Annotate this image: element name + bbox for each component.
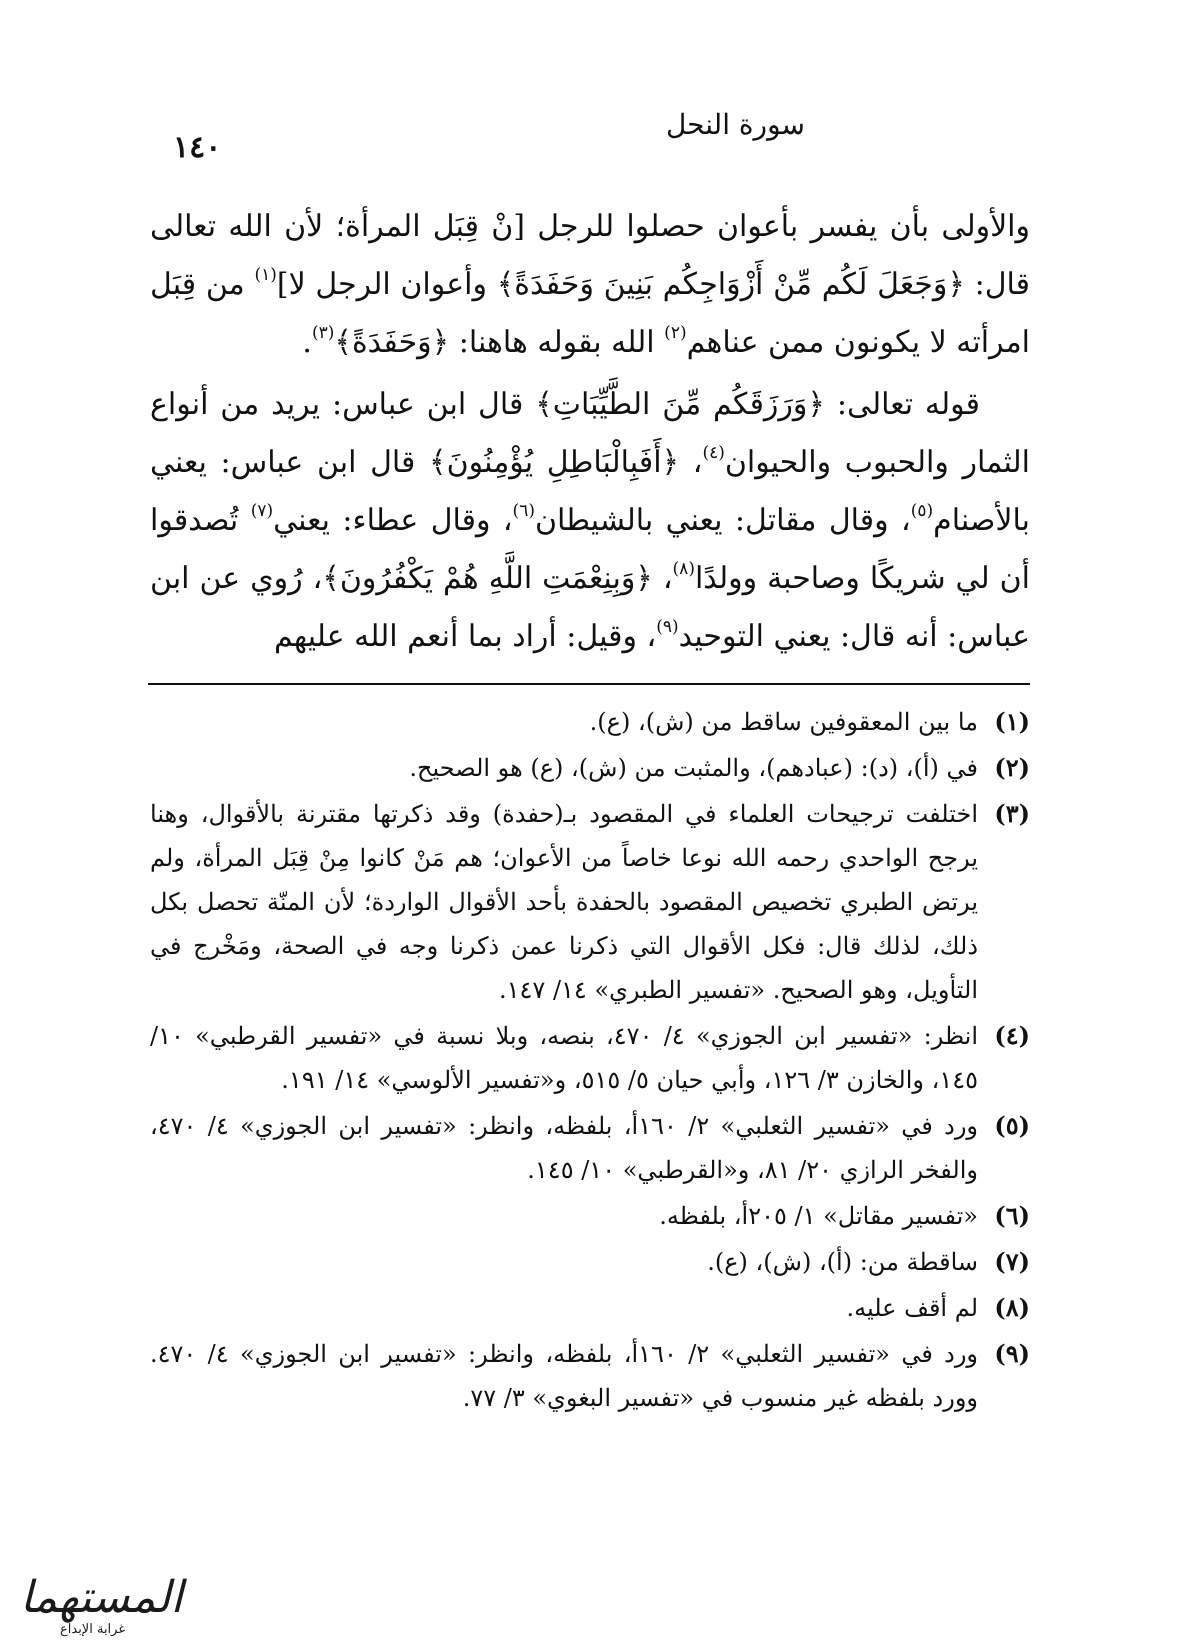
footnote-number: (٧) <box>994 1247 1030 1276</box>
footnote-number: (٩) <box>994 1339 1030 1368</box>
quran-verse: ﴿أَفَبِالْبَاطِلِ يُؤْمِنُونَ﴾ <box>429 445 680 480</box>
footnote-item <box>150 1286 1030 1330</box>
footnote-item <box>150 1240 1030 1284</box>
logo-text: المستهما <box>20 1572 183 1623</box>
footnote-item <box>150 1194 1030 1238</box>
text-segment: ، <box>679 445 703 480</box>
footnote-text: ورد في «تفسير الثعلبي» ٢/ ١٦٠أ، بلفظه، وانظر: «تفسير ابن الجوزي» ٤/ ٤٧٠. وورد بلفظه غير منسوب في «تفسير البغوي» ٣/ ٧٧. <box>150 1340 979 1412</box>
footnotes <box>150 700 1030 1422</box>
main-text <box>150 198 1030 666</box>
footnote-number: (٥) <box>994 1111 1030 1140</box>
text-segment: قوله تعالى: <box>824 387 980 422</box>
footnote-text: ساقطة من: (أ)، (ش)، (ع). <box>707 1248 978 1276</box>
footnote-ref-5[interactable]: (٥) <box>910 501 934 521</box>
footnote-number: (٨) <box>994 1293 1030 1322</box>
text-segment: ، وقال مقاتل: يعني بالشيطان <box>534 503 911 538</box>
footnote-item <box>150 1332 1030 1420</box>
footnote-text: لم أقف عليه. <box>846 1294 978 1322</box>
text-segment: . <box>302 325 312 360</box>
footnote-ref-1[interactable]: (١) <box>254 265 277 285</box>
footnote-number: (٤) <box>994 1021 1030 1050</box>
text-segment: ، رُوي عن ابن عباس: أنه قال: يعني التوحيد <box>150 561 1030 654</box>
footnote-item <box>150 700 1030 744</box>
text-segment: وأعوان الرجل لا] <box>276 267 497 302</box>
quran-verse: ﴿وَجَعَلَ لَكُم مِّنْ أَزْوَاجِكُم بَنِينَ وَحَفَدَةً﴾ <box>496 267 965 302</box>
footnote-item <box>150 1104 1030 1192</box>
page-header <box>150 104 1035 164</box>
footnote-ref-6[interactable]: (٦) <box>512 501 535 521</box>
text-segment: قال ابن عباس: يعني بالأصنام <box>150 445 1030 538</box>
quran-verse: ﴿وَبِنِعْمَتِ اللَّهِ هُمْ يَكْفُرُونَ﴾ <box>322 561 653 596</box>
text-segment: ، <box>652 561 673 596</box>
text-segment: قال ابن عباس: يريد من أنواع الثمار والحبوب والحيوان <box>150 387 1030 480</box>
footnote-text: اختلفت ترجيحات العلماء في المقصود بـ(حفدة) وقد ذكرتها مقترنة بالأقوال، وهنا يرجح الواحدي رحمه الله نوعا خاصاً من الأعوان؛ هم مَنْ كانوا مِنْ قِبَل المرأة، ولم يرتض الطبري تخصيص المقصود بالحفدة بأحد الأقوال الواردة؛ لأن المنّة تحصل بكل ذلك، لذلك قال: فكل الأقوال التي ذكرنا عمن ذكرنا وجه في الصحة، ومَخْرج في التأويل، وهو الصحيح. «تفسير الطبري» ١٤/ ١٤٧. <box>150 800 979 1004</box>
text-segment: الله بقوله هاهنا: <box>449 325 665 360</box>
footnote-item <box>150 746 1030 790</box>
footnote-number: (٦) <box>994 1201 1030 1230</box>
footnote-item <box>150 792 1030 1012</box>
footnote-ref-7[interactable]: (٧) <box>250 501 274 521</box>
footnote-text: ما بين المعقوفين ساقط من (ش)، (ع). <box>589 708 978 736</box>
surah-title: سورة النحل <box>665 108 805 141</box>
footnote-text: انظر: «تفسير ابن الجوزي» ٤/ ٤٧٠، بنصه، وبلا نسبة في «تفسير القرطبي» ١٠/ ١٤٥، والخازن ٣/ ١٢٦، وأبي حيان ٥/ ٥١٥، و«تفسير الألوسي» ١٤/ ١٩١. <box>150 1022 978 1094</box>
footnote-ref-9[interactable]: (٩) <box>656 617 679 637</box>
footnote-text: في (أ)، (د): (عبادهم)، والمثبت من (ش)، (ع) هو الصحيح. <box>409 754 978 782</box>
footnote-number: (٢) <box>994 753 1030 782</box>
text-segment: ، وقيل: أراد بما أنعم الله عليهم <box>273 619 657 654</box>
text-segment: ، وقال عطاء: يعني <box>273 503 513 538</box>
page-number: ١٤٠ <box>173 130 222 165</box>
footnote-text: «تفسير مقاتل» ١/ ٢٠٥أ، بلفظه. <box>659 1202 978 1230</box>
footnote-ref-8[interactable]: (٨) <box>672 559 695 579</box>
text-segment: تُصدقوا أن لي شريكًا وصاحبة وولدًا <box>150 503 1031 596</box>
footnote-ref-3[interactable]: (٣) <box>311 323 335 343</box>
paragraph-2 <box>150 376 1030 666</box>
quran-verse: ﴿وَحَفَدَةً﴾ <box>334 325 450 360</box>
footnote-ref-4[interactable]: (٤) <box>702 443 725 463</box>
paragraph-1 <box>150 198 1030 372</box>
footnote-number: (٣) <box>994 799 1030 828</box>
footnote-item <box>150 1014 1030 1102</box>
logo-subtext: غرابة الإبداع <box>60 1622 126 1637</box>
text-segment: والأولى بأن يفسر بأعوان حصلوا للرجل [نْ قِبَل المرأة؛ لأن الله تعالى قال: <box>150 209 1031 302</box>
quran-verse: ﴿وَرَزَقَكُم مِّنَ الطَّيِّبَاتِ﴾ <box>535 387 825 422</box>
footnote-separator <box>148 683 1030 685</box>
publisher-logo <box>14 1572 183 1644</box>
footnote-ref-2[interactable]: (٢) <box>664 323 687 343</box>
footnote-number: (١) <box>994 707 1030 736</box>
text-segment: من قِبَل امرأته لا يكونون ممن عناهم <box>150 267 1030 360</box>
footnote-text: ورد في «تفسير الثعلبي» ٢/ ١٦٠أ، بلفظه، وانظر: «تفسير ابن الجوزي» ٤/ ٤٧٠، والفخر الرازي ٢٠/ ٨١، و«القرطبي» ١٠/ ١٤٥. <box>150 1112 979 1184</box>
